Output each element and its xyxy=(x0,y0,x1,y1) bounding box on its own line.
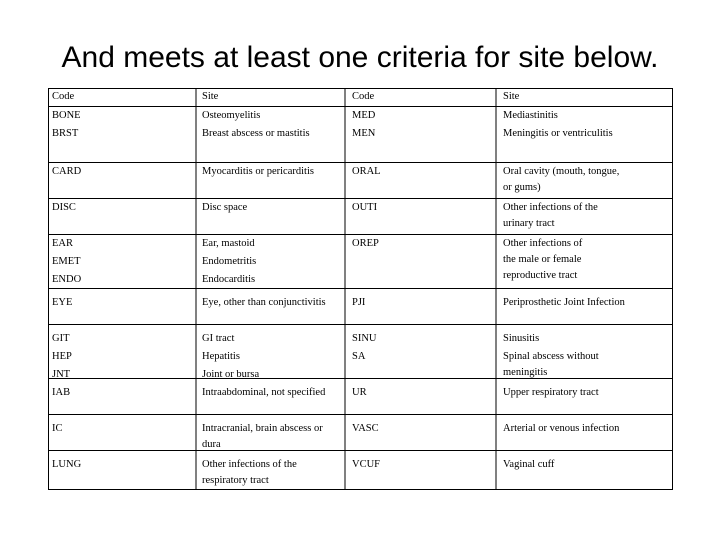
site-bone: Osteomyelitis xyxy=(202,110,261,121)
code-lung: LUNG xyxy=(52,459,82,470)
site-sa: Spinal abscess without meningitis xyxy=(503,351,599,378)
site-pji: Periprosthetic Joint Infection xyxy=(503,297,625,308)
code-eye: EYE xyxy=(52,297,73,308)
site-brst: Breast abscess or mastitis xyxy=(202,128,310,139)
code-outi: OUTI xyxy=(352,202,378,213)
code-endo: ENDO xyxy=(52,274,82,285)
site-iab: Intraabdominal, not specified xyxy=(202,387,326,398)
code-med: MED xyxy=(352,110,376,121)
site-jnt: Joint or bursa xyxy=(202,369,260,380)
site-ic: Intracranial, brain abscess or dura xyxy=(202,423,323,450)
code-ear: EAR xyxy=(52,238,73,249)
code-git: GIT xyxy=(52,333,70,344)
header-site-left: Site xyxy=(202,91,219,102)
site-hep: Hepatitis xyxy=(202,351,240,362)
code-emet: EMET xyxy=(52,256,81,267)
code-jnt: JNT xyxy=(52,369,71,380)
site-med: Mediastinitis xyxy=(503,110,558,121)
code-card: CARD xyxy=(52,166,82,177)
site-git: GI tract xyxy=(202,333,235,344)
header-site-right: Site xyxy=(503,91,520,102)
site-emet: Endometritis xyxy=(202,256,257,267)
header-code-right: Code xyxy=(352,91,375,102)
site-code-table xyxy=(48,88,673,490)
code-pji: PJI xyxy=(352,297,366,308)
site-sinu: Sinusitis xyxy=(503,333,540,344)
site-eye: Eye, other than conjunctivitis xyxy=(202,297,326,308)
code-brst: BRST xyxy=(52,128,79,139)
site-ear: Ear, mastoid xyxy=(202,238,255,249)
code-iab: IAB xyxy=(52,387,71,398)
code-hep: HEP xyxy=(52,351,72,362)
site-disc: Disc space xyxy=(202,202,248,213)
code-sinu: SINU xyxy=(352,333,377,344)
code-bone: BONE xyxy=(52,110,81,121)
code-men: MEN xyxy=(352,128,376,139)
site-men: Meningitis or ventriculitis xyxy=(503,128,613,139)
code-vasc: VASC xyxy=(352,423,379,434)
code-ic: IC xyxy=(52,423,63,434)
site-outi: Other infections of the urinary tract xyxy=(503,202,598,229)
code-sa: SA xyxy=(352,351,366,362)
site-lung: Other infections of the respiratory tract xyxy=(202,459,297,486)
code-orep: OREP xyxy=(352,238,379,249)
code-oral: ORAL xyxy=(352,166,381,177)
site-vasc: Arterial or venous infection xyxy=(503,423,620,434)
site-vcuf: Vaginal cuff xyxy=(503,459,555,470)
slide-title: And meets at least one criteria for site below. xyxy=(61,41,659,74)
site-oral: Oral cavity (mouth, tongue, or gums) xyxy=(503,166,620,193)
site-orep: Other infections of the male or female reproductive tract xyxy=(503,238,583,281)
code-disc: DISC xyxy=(52,202,76,213)
code-ur: UR xyxy=(352,387,367,398)
header-code-left: Code xyxy=(52,91,75,102)
site-endo: Endocarditis xyxy=(202,274,256,285)
site-ur: Upper respiratory tract xyxy=(503,387,599,398)
site-card: Myocarditis or pericarditis xyxy=(202,166,314,177)
code-vcuf: VCUF xyxy=(352,459,381,470)
